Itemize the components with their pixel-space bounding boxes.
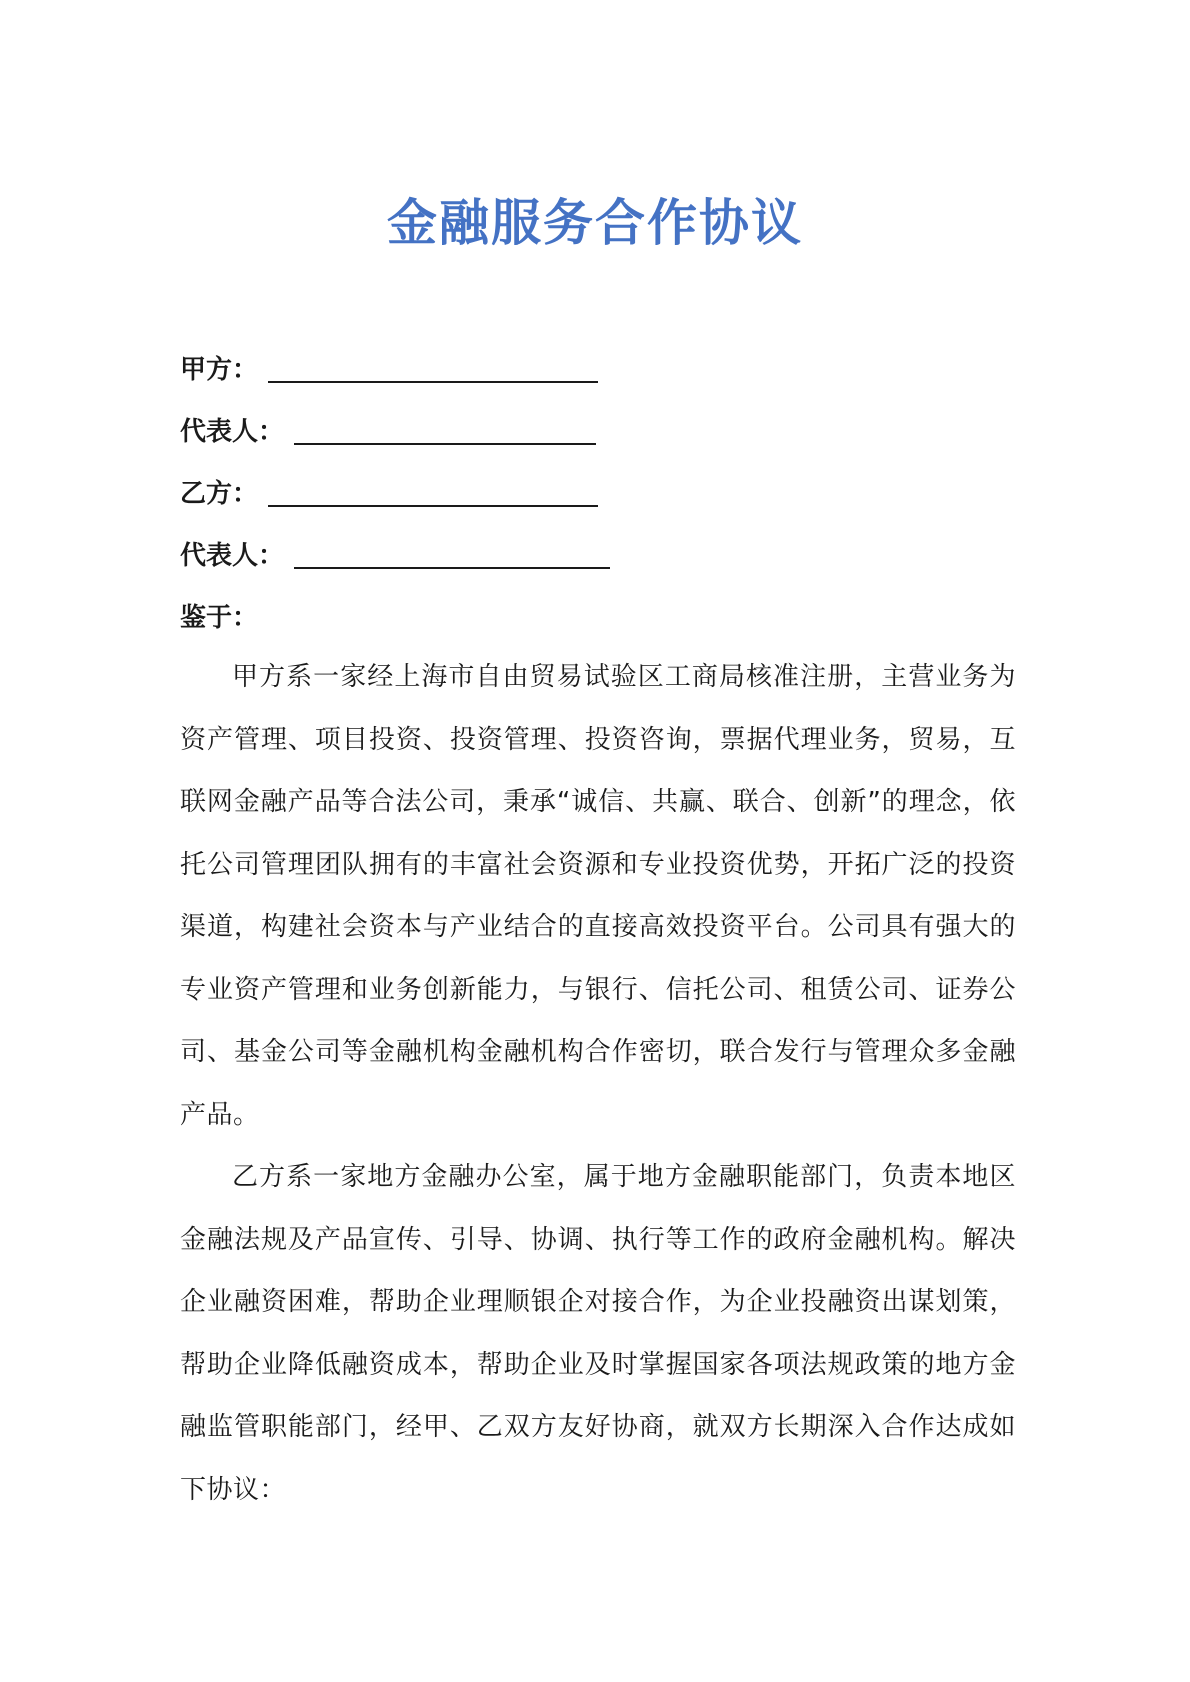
field-party-b-rep bbox=[180, 522, 1020, 584]
party-b-blank-line bbox=[268, 471, 598, 507]
field-whereas bbox=[180, 584, 1020, 646]
party-a-label: 甲方： bbox=[180, 354, 259, 385]
party-a-rep-label: 代表人： bbox=[180, 416, 285, 447]
whereas-label: 鉴于： bbox=[180, 602, 259, 633]
party-a-rep-blank-line bbox=[294, 409, 596, 445]
party-fields bbox=[180, 336, 1020, 646]
document-title: 金融服务合作协议 bbox=[387, 194, 803, 252]
party-a-blank-line bbox=[268, 347, 598, 383]
field-party-a bbox=[180, 336, 1020, 398]
field-party-a-rep bbox=[180, 398, 1020, 460]
paragraph-party-a-intro: 甲方系一家经上海市自由贸易试验区工商局核准注册，主营业务为资产管理、项目投资、投资管理、投资咨询，票据代理业务，贸易，互联网金融产品等合法公司，秉承“诚信、共赢、联合、创新”的理念，依托公司管理团队拥有的丰富社会资源和专业投资优势，开拓广泛的投资渠道，构建社会资本与产业结合的直接高效投资平台。公司具有强大的专业资产管理和业务创新能力，与银行、信托公司、租赁公司、证券公司、基金公司等金融机构金融机构合作密切，联合发行与管理众多金融产品。 bbox=[180, 662, 1016, 1130]
party-b-rep-label: 代表人： bbox=[180, 540, 285, 571]
paragraph-party-b-intro: 乙方系一家地方金融办公室，属于地方金融职能部门，负责本地区金融法规及产品宣传、引导、协调、执行等工作的政府金融机构。解决企业融资困难，帮助企业理顺银企对接合作，为企业投融资出谋划策，帮助企业降低融资成本，帮助企业及时掌握国家各项法规政策的地方金融监管职能部门，经甲、乙双方友好协商，就双方长期深入合作达成如下协议： bbox=[180, 1162, 1016, 1505]
party-b-rep-blank-line bbox=[294, 533, 610, 569]
party-b-label: 乙方： bbox=[180, 478, 259, 509]
agreement-body bbox=[180, 646, 1016, 1521]
field-party-b bbox=[180, 460, 1020, 522]
